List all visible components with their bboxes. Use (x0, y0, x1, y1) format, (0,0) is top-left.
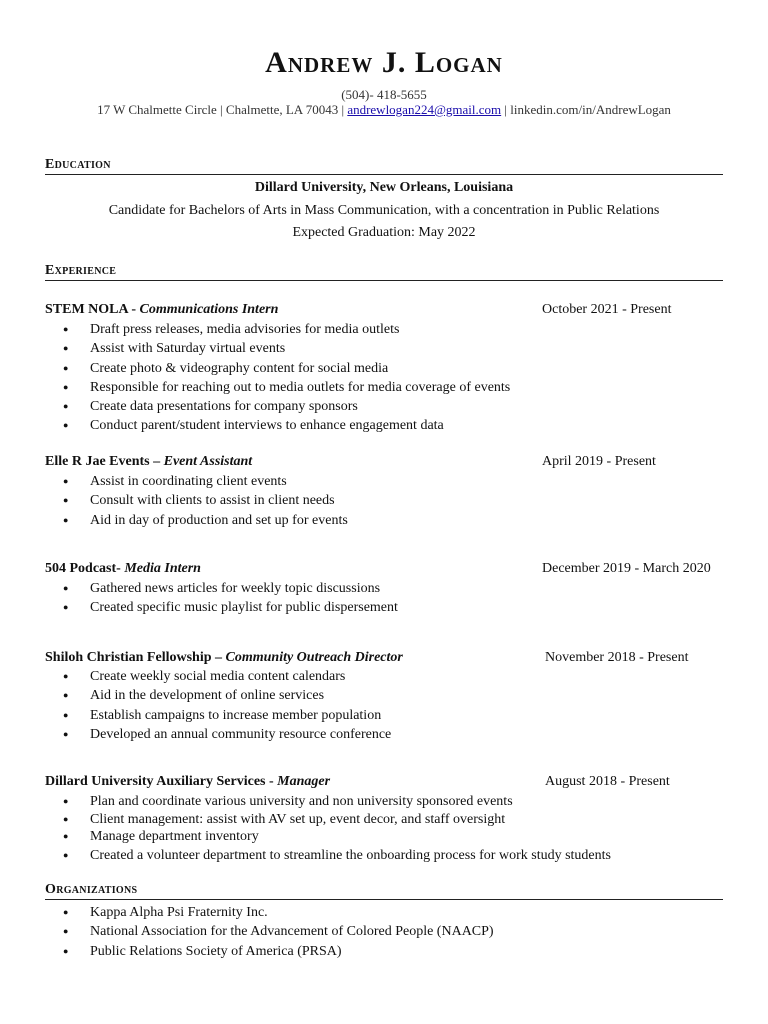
bullet-icon: ● (63, 926, 69, 937)
job-date: April 2019 - Present (542, 454, 656, 469)
email-link[interactable]: andrewlogan224@gmail.com (347, 102, 502, 117)
bullet-icon: ● (63, 476, 69, 486)
bullet-icon: ● (63, 381, 69, 392)
list-item: ● Kappa Alpha Psi Fraternity Inc. (63, 905, 268, 920)
job-org: Dillard University Auxiliary Services - (45, 774, 278, 789)
job-org: Shiloh Christian Fellowship – (45, 650, 226, 665)
bullet-icon: ● (63, 362, 69, 373)
job-role: Manager (277, 774, 331, 789)
bullet-icon: ● (63, 907, 69, 917)
job-date: December 2019 - March 2020 (542, 561, 711, 576)
list-item: ● Aid in day of production and set up for events (63, 512, 348, 528)
job-title-line (45, 774, 330, 790)
job-title-line (45, 454, 252, 470)
job-bullets (63, 667, 391, 744)
degree-line: Candidate for Bachelors of Arts in Mass Communication, with a concentration in Public Relations (108, 203, 660, 218)
job-org: Elle R Jae Events – (45, 454, 164, 469)
bullet-icon: ● (63, 709, 69, 720)
organizations-list (63, 903, 494, 961)
list-item: ● Consult with clients to assist in client needs (63, 493, 335, 509)
list-item: ● Assist with Saturday virtual events (63, 341, 286, 357)
bullet-icon: ● (63, 401, 69, 412)
job-role: Community Outreach Director (225, 650, 403, 665)
bullet-icon: ● (63, 945, 69, 956)
list-item: ● National Association for the Advancement of Colored People (NAACP) (63, 924, 494, 940)
job-role: Media Intern (124, 561, 201, 576)
bullet-icon: ● (63, 420, 69, 431)
list-item: ● Client management: assist with AV set up, event decor, and staff oversight (63, 811, 506, 827)
list-item: ● Developed an annual community resource conference (63, 726, 392, 742)
organizations-heading: Organizations (45, 882, 723, 900)
bullet-icon: ● (63, 602, 69, 613)
phone-number: (504)- 418-5655 (341, 87, 427, 102)
graduation-line: Expected Graduation: May 2022 (292, 225, 476, 240)
list-item: ● Plan and coordinate various university and non university sponsored events (63, 794, 513, 809)
list-item: ● Public Relations Society of America (PRSA) (63, 943, 342, 959)
address: 17 W Chalmette Circle | Chalmette, LA 70043 | (97, 102, 345, 117)
job-bullets (63, 472, 348, 530)
list-item: ● Assist in coordinating client events (63, 474, 287, 489)
contact-line (0, 102, 768, 118)
job-date: August 2018 - Present (545, 774, 670, 789)
job-bullets (63, 320, 510, 436)
job-org: STEM NOLA - (45, 302, 140, 317)
bullet-icon: ● (63, 514, 69, 525)
list-item: ● Create data presentations for company sponsors (63, 399, 358, 415)
bullet-icon: ● (63, 671, 69, 681)
job-title-line (45, 650, 403, 666)
list-item: ● Responsible for reaching out to media outlets for media coverage of events (63, 379, 511, 395)
job-title-line (45, 302, 278, 318)
bullet-icon: ● (63, 343, 69, 354)
bullet-icon: ● (63, 495, 69, 506)
bullet-icon: ● (63, 583, 69, 593)
list-item: ● Draft press releases, media advisories for media outlets (63, 322, 400, 337)
bullet-icon: ● (63, 849, 69, 860)
job-role: Communications Intern (139, 302, 279, 317)
bullet-icon: ● (63, 324, 69, 334)
bullet-icon: ● (63, 831, 69, 841)
bullet-icon: ● (63, 690, 69, 701)
job-bullets (63, 579, 398, 618)
job-date: November 2018 - Present (545, 650, 689, 665)
list-item: ● Created specific music playlist for public dispersement (63, 600, 398, 616)
list-item: ● Created a volunteer department to streamline the onboarding process for work study students (63, 847, 611, 863)
list-item: ● Create photo & videography content for social media (63, 360, 389, 376)
job-bullets (63, 793, 611, 865)
list-item: ● Aid in the development of online services (63, 688, 325, 704)
bullet-icon: ● (63, 728, 69, 739)
list-item: ● Gathered news articles for weekly topic discussions (63, 581, 381, 596)
list-item: ● Conduct parent/student interviews to enhance engagement data (63, 418, 444, 434)
list-item: ● Establish campaigns to increase member population (63, 707, 382, 723)
job-title-line (45, 561, 201, 577)
experience-heading: Experience (45, 263, 723, 281)
bullet-icon: ● (63, 813, 69, 824)
education-heading: Education (45, 157, 723, 175)
list-item: ● Create weekly social media content calendars (63, 669, 346, 684)
list-item: ● Manage department inventory (63, 829, 259, 844)
resume-name: Andrew J. Logan (265, 46, 503, 79)
job-org: 504 Podcast- (45, 561, 125, 576)
job-date: October 2021 - Present (542, 302, 672, 317)
bullet-icon: ● (63, 796, 69, 806)
linkedin-url: | linkedin.com/in/AndrewLogan (504, 102, 671, 117)
school-name: Dillard University, New Orleans, Louisiana (254, 180, 514, 195)
job-role: Event Assistant (163, 454, 253, 469)
